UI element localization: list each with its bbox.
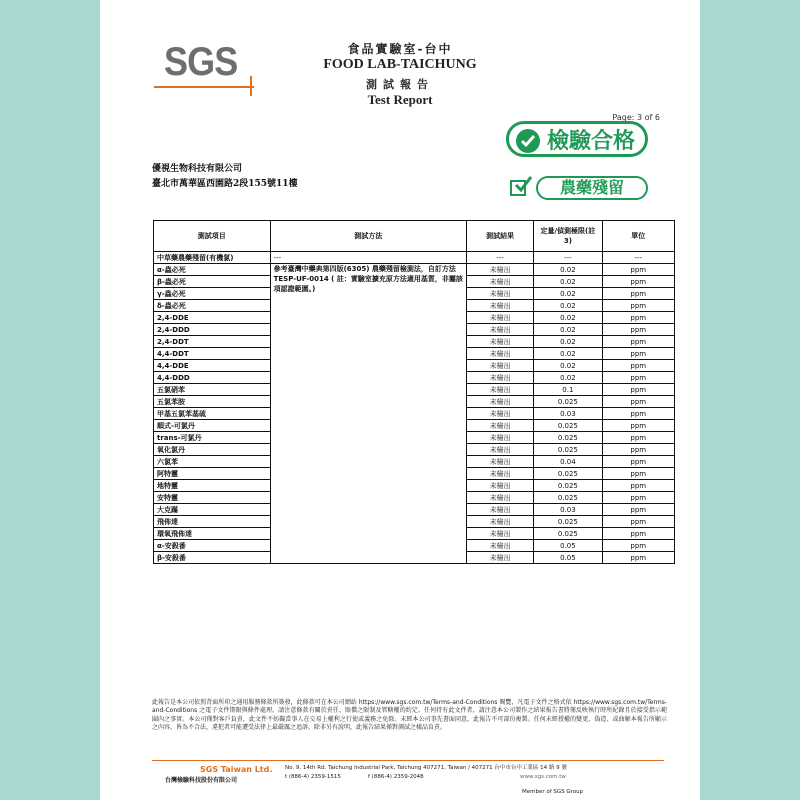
item-unit: ppm <box>602 396 675 408</box>
footer-tel: t (886-4) 2359-1515 <box>285 774 341 780</box>
item-result: 未檢出 <box>467 444 534 456</box>
item-limit: 0.02 <box>534 360 602 372</box>
item-name: β-蟲必死 <box>154 276 271 288</box>
item-limit: 0.03 <box>534 504 602 516</box>
item-name: 4,4-DDD <box>154 372 271 384</box>
item-name: 2,4-DDE <box>154 312 271 324</box>
item-limit: 0.025 <box>534 396 602 408</box>
item-unit: ppm <box>602 480 675 492</box>
item-limit: 0.025 <box>534 516 602 528</box>
item-limit: 0.04 <box>534 456 602 468</box>
item-unit: ppm <box>602 528 675 540</box>
item-unit: ppm <box>602 276 675 288</box>
item-result: 未檢出 <box>467 264 534 276</box>
item-result: 未檢出 <box>467 456 534 468</box>
item-result: 未檢出 <box>467 540 534 552</box>
table-row <box>154 252 675 264</box>
header-item: 測試項目 <box>154 221 271 252</box>
item-result: 未檢出 <box>467 480 534 492</box>
item-limit: 0.025 <box>534 420 602 432</box>
item-name: 五氯硝苯 <box>154 384 271 396</box>
item-name: 地特靈 <box>154 480 271 492</box>
item-name: α-蟲必死 <box>154 264 271 276</box>
item-limit: 0.025 <box>534 492 602 504</box>
item-limit: 0.1 <box>534 384 602 396</box>
lab-name-en: FOOD LAB-TAICHUNG <box>323 57 477 72</box>
item-limit: 0.025 <box>534 468 602 480</box>
item-result: 未檢出 <box>467 384 534 396</box>
table-header-row <box>154 221 675 252</box>
client-address: 臺北市萬華區西園路2段155號11樓 <box>152 179 298 189</box>
footer-divider <box>152 760 664 761</box>
item-limit: 0.05 <box>534 540 602 552</box>
group-result: --- <box>467 252 534 264</box>
footer-web: www.sgs.com.tw <box>520 774 566 780</box>
item-limit: 0.02 <box>534 372 602 384</box>
disclaimer-text: 此報告是本公司依照背面所印之通用服務條款所簽發，此條款可在本公司網站 https://www.sgs.com.tw/Terms-and-Conditions 閱覽，凡電子文件之格式依 https://www.sgs.com.tw/Terms-and-Conditions 之電子文件期限與條件處理。請注意條款有關於責任、賠償之限制及管轄權的約定。任何持有此文件者，請注意本公司製作之結果報告書將僅反映執行時所紀錄且於接受指示範圍內之事實。本公司僅對客戶負責，此文件不妨礙當事人在交易上權利之行使或義務之免除。未經本公司事先書面同意，此報告不可部份複製。任何未經授權的變更、偽造、或曲解本報告所顯示之內容，皆為不合法，違犯者可能遭受法律上最嚴厲之追訴。除非另有說明，此報告結果僅對測試之樣品負責。 <box>152 699 667 731</box>
group-limit: --- <box>534 252 602 264</box>
item-name: 五氯苯胺 <box>154 396 271 408</box>
item-unit: ppm <box>602 444 675 456</box>
item-name: 六氯苯 <box>154 456 271 468</box>
item-unit: ppm <box>602 408 675 420</box>
item-name: 環氧飛佈達 <box>154 528 271 540</box>
header-limit: 定量/偵測極限(註3) <box>534 221 602 252</box>
item-unit: ppm <box>602 336 675 348</box>
item-limit: 0.02 <box>534 276 602 288</box>
pass-stamp-label: 檢驗合格 <box>547 129 636 154</box>
item-unit: ppm <box>602 432 675 444</box>
item-limit: 0.02 <box>534 312 602 324</box>
lab-name-cn: 食品實驗室-台中 <box>347 42 453 56</box>
item-result: 未檢出 <box>467 372 534 384</box>
item-unit: ppm <box>602 384 675 396</box>
pesticide-stamp-label: 農藥殘留 <box>536 176 648 200</box>
item-name: 大克蹣 <box>154 504 271 516</box>
item-unit: ppm <box>602 552 675 564</box>
item-result: 未檢出 <box>467 288 534 300</box>
footer-address: No. 9, 14th Rd. Taichung Industrial Park, Taichung 407271, Taiwan / 407271 台中市台中工業區 14 路 9 號 <box>285 765 567 771</box>
item-name: 4,4-DDE <box>154 360 271 372</box>
item-name: 阿特靈 <box>154 468 271 480</box>
client-name: 優視生物科技有限公司 <box>152 164 243 174</box>
pass-stamp <box>506 121 648 157</box>
item-unit: ppm <box>602 504 675 516</box>
item-unit: ppm <box>602 324 675 336</box>
item-limit: 0.02 <box>534 300 602 312</box>
footer-member: Member of SGS Group <box>522 789 584 795</box>
item-unit: ppm <box>602 492 675 504</box>
sgs-logo-text: SGS <box>164 40 238 84</box>
item-result: 未檢出 <box>467 360 534 372</box>
item-limit: 0.02 <box>534 348 602 360</box>
item-unit: ppm <box>602 516 675 528</box>
group-method: --- <box>270 252 466 264</box>
item-name: 甲基五氯苯基硫 <box>154 408 271 420</box>
item-result: 未檢出 <box>467 408 534 420</box>
item-limit: 0.03 <box>534 408 602 420</box>
item-result: 未檢出 <box>467 492 534 504</box>
item-limit: 0.025 <box>534 432 602 444</box>
item-limit: 0.025 <box>534 444 602 456</box>
item-name: α-安殺番 <box>154 540 271 552</box>
item-result: 未檢出 <box>467 552 534 564</box>
item-limit: 0.02 <box>534 324 602 336</box>
footer-fax: f (886-4) 2359-2048 <box>368 774 424 780</box>
header-unit: 單位 <box>602 221 675 252</box>
item-result: 未檢出 <box>467 300 534 312</box>
item-unit: ppm <box>602 420 675 432</box>
header-result: 測試結果 <box>467 221 534 252</box>
item-result: 未檢出 <box>467 348 534 360</box>
item-result: 未檢出 <box>467 528 534 540</box>
item-result: 未檢出 <box>467 420 534 432</box>
item-limit: 0.02 <box>534 288 602 300</box>
item-result: 未檢出 <box>467 516 534 528</box>
item-name: 4,4-DDT <box>154 348 271 360</box>
item-name: δ-蟲必死 <box>154 300 271 312</box>
item-limit: 0.02 <box>534 336 602 348</box>
item-unit: ppm <box>602 468 675 480</box>
item-result: 未檢出 <box>467 276 534 288</box>
item-unit: ppm <box>602 312 675 324</box>
item-unit: ppm <box>602 288 675 300</box>
sgs-logo <box>164 42 250 82</box>
checkmark-icon <box>513 174 533 194</box>
header-method: 測試方法 <box>270 221 466 252</box>
item-limit: 0.02 <box>534 264 602 276</box>
item-unit: ppm <box>602 372 675 384</box>
item-unit: ppm <box>602 540 675 552</box>
item-result: 未檢出 <box>467 504 534 516</box>
item-unit: ppm <box>602 348 675 360</box>
item-result: 未檢出 <box>467 312 534 324</box>
item-unit: ppm <box>602 456 675 468</box>
item-name: 2,4-DDD <box>154 324 271 336</box>
item-name: β-安殺番 <box>154 552 271 564</box>
item-name: 飛佈達 <box>154 516 271 528</box>
item-name: 氧化氯丹 <box>154 444 271 456</box>
group-unit: --- <box>602 252 675 264</box>
item-result: 未檢出 <box>467 432 534 444</box>
item-unit: ppm <box>602 360 675 372</box>
item-unit: ppm <box>602 300 675 312</box>
results-table <box>153 220 675 564</box>
report-title-cn: 測試報告 <box>366 78 434 91</box>
page-number: Page: 3 of 6 <box>612 113 660 122</box>
table-row <box>154 264 675 276</box>
check-circle-icon <box>516 129 540 153</box>
item-limit: 0.025 <box>534 480 602 492</box>
footer-company-en: SGS Taiwan Ltd. <box>200 765 273 774</box>
method-text: 參考臺灣中藥典第四版(6305) 農藥殘留檢測法，自訂方法TESP-UF-0014 ( 註：實驗室擴充原方法適用基質，非屬該項認證範圍。) <box>270 264 466 564</box>
item-unit: ppm <box>602 264 675 276</box>
item-name: γ-蟲必死 <box>154 288 271 300</box>
item-result: 未檢出 <box>467 396 534 408</box>
footer-company-cn: 台灣檢驗科技股份有限公司 <box>165 777 238 784</box>
item-limit: 0.025 <box>534 528 602 540</box>
item-name: trans-可氯丹 <box>154 432 271 444</box>
report-page <box>100 0 700 800</box>
item-result: 未檢出 <box>467 336 534 348</box>
item-name: 安特靈 <box>154 492 271 504</box>
item-limit: 0.05 <box>534 552 602 564</box>
group-item: 中草藥農藥殘留(有機氯) <box>154 252 271 264</box>
item-name: 順式-可氯丹 <box>154 420 271 432</box>
item-result: 未檢出 <box>467 468 534 480</box>
item-result: 未檢出 <box>467 324 534 336</box>
report-title-en: Test Report <box>367 92 433 107</box>
item-name: 2,4-DDT <box>154 336 271 348</box>
